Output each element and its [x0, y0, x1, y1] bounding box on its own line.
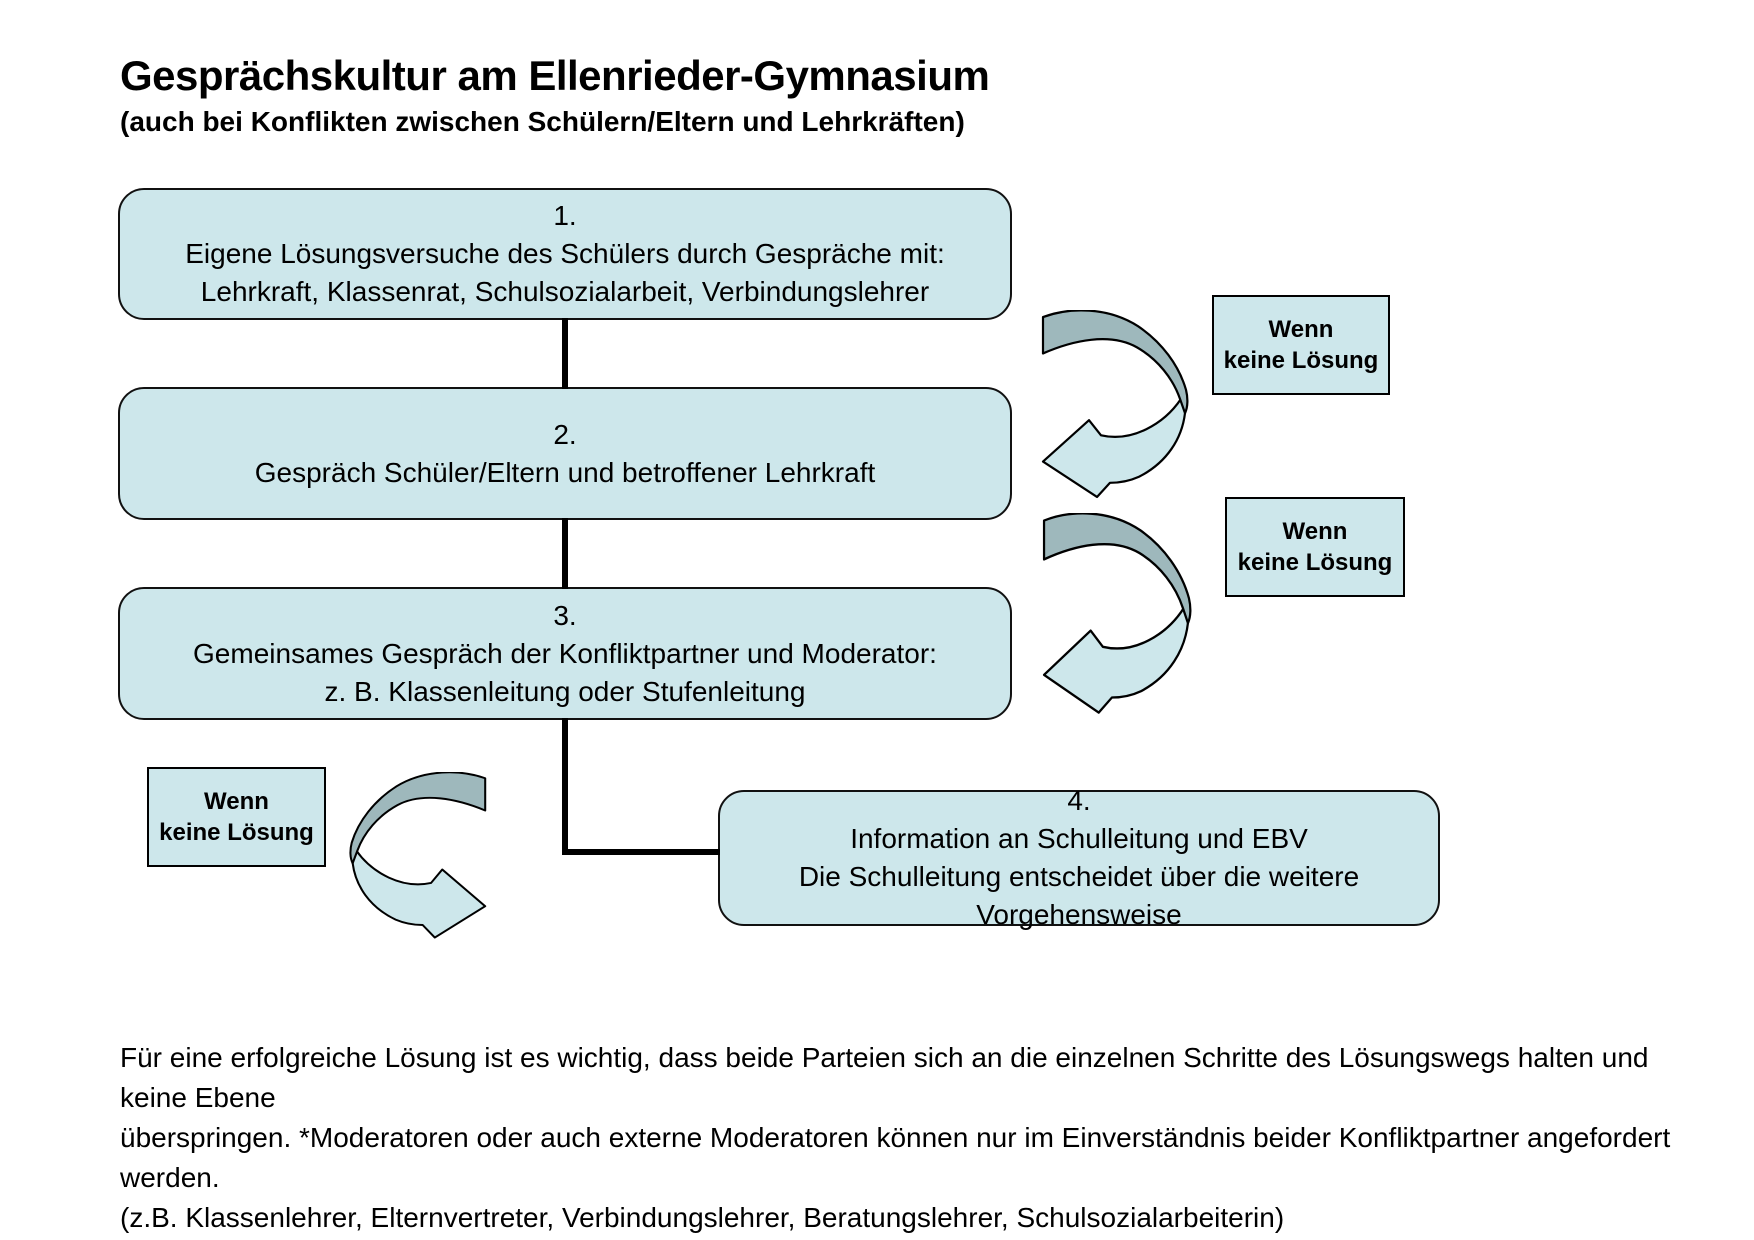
connector-step3-step4-vertical: [562, 718, 568, 855]
condition-box-no-solution-2: [1225, 497, 1405, 597]
step-3-line-1: Gemeinsames Gespräch der Konfliktpartner und Moderator:: [193, 637, 937, 669]
step-3-number: 3.: [553, 599, 577, 631]
condition-2-line-2: keine Lösung: [1237, 549, 1393, 576]
step-2-line-1: Gespräch Schüler/Eltern und betroffener Lehrkraft: [254, 456, 876, 488]
step-3-line-2: z. B. Klassenleitung oder Stufenleitung: [324, 675, 806, 707]
step-2-number: 2.: [553, 418, 577, 450]
condition-2-line-1: Wenn: [1282, 518, 1348, 545]
footnote-line-2: überspringen. *Moderatoren oder auch externe Moderatoren können nur im Einverständnis beider Konfliktpartner angefordert werden.: [120, 1122, 1671, 1193]
condition-3-line-1: Wenn: [204, 788, 269, 815]
step-box-2: [118, 387, 1012, 520]
curved-arrow-back-to-step2: [1040, 310, 1190, 502]
connector-step2-step3: [562, 518, 568, 589]
step-4-number: 4.: [1067, 785, 1091, 816]
step-box-1: [118, 188, 1012, 320]
page-subtitle: (auch bei Konflikten zwischen Schülern/Eltern und Lehrkräften): [120, 106, 965, 137]
step-1-line-2: Lehrkraft, Klassenrat, Schulsozialarbeit, Verbindungslehrer: [200, 276, 930, 307]
connector-step3-step4-horizontal: [562, 849, 720, 855]
step-box-3: [118, 587, 1012, 720]
footnote-line-1: Für eine erfolgreiche Lösung ist es wichtig, dass beide Parteien sich an die einzelnen Schritte des Lösungswegs halten und keine Ebene: [120, 1042, 1649, 1113]
condition-box-no-solution-1: [1212, 295, 1390, 395]
footnote: [120, 1038, 1680, 1238]
curved-arrow-to-step4: [348, 772, 488, 942]
condition-3-line-2: keine Lösung: [159, 819, 314, 846]
condition-1-line-1: Wenn: [1268, 316, 1334, 343]
condition-1-line-2: keine Lösung: [1223, 347, 1379, 374]
condition-box-no-solution-3: [147, 767, 326, 867]
curved-arrow-back-to-step3: [1041, 513, 1193, 718]
page-title: Gesprächskultur am Ellenrieder-Gymnasium: [120, 52, 990, 99]
step-1-line-1: Eigene Lösungsversuche des Schülers durch Gespräche mit:: [185, 238, 945, 269]
step-box-4: [718, 785, 1440, 930]
step-4-line-1: Information an Schulleitung und EBV: [850, 823, 1308, 854]
footnote-line-3: (z.B. Klassenlehrer, Elternvertreter, Verbindungslehrer, Beratungslehrer, Schulsozialarbeiterin): [120, 1202, 1285, 1233]
step-1-number: 1.: [553, 200, 577, 231]
step-4-line-2: Die Schulleitung entscheidet über die weitere Vorgehensweise: [798, 861, 1360, 930]
connector-step1-step2: [562, 318, 568, 389]
